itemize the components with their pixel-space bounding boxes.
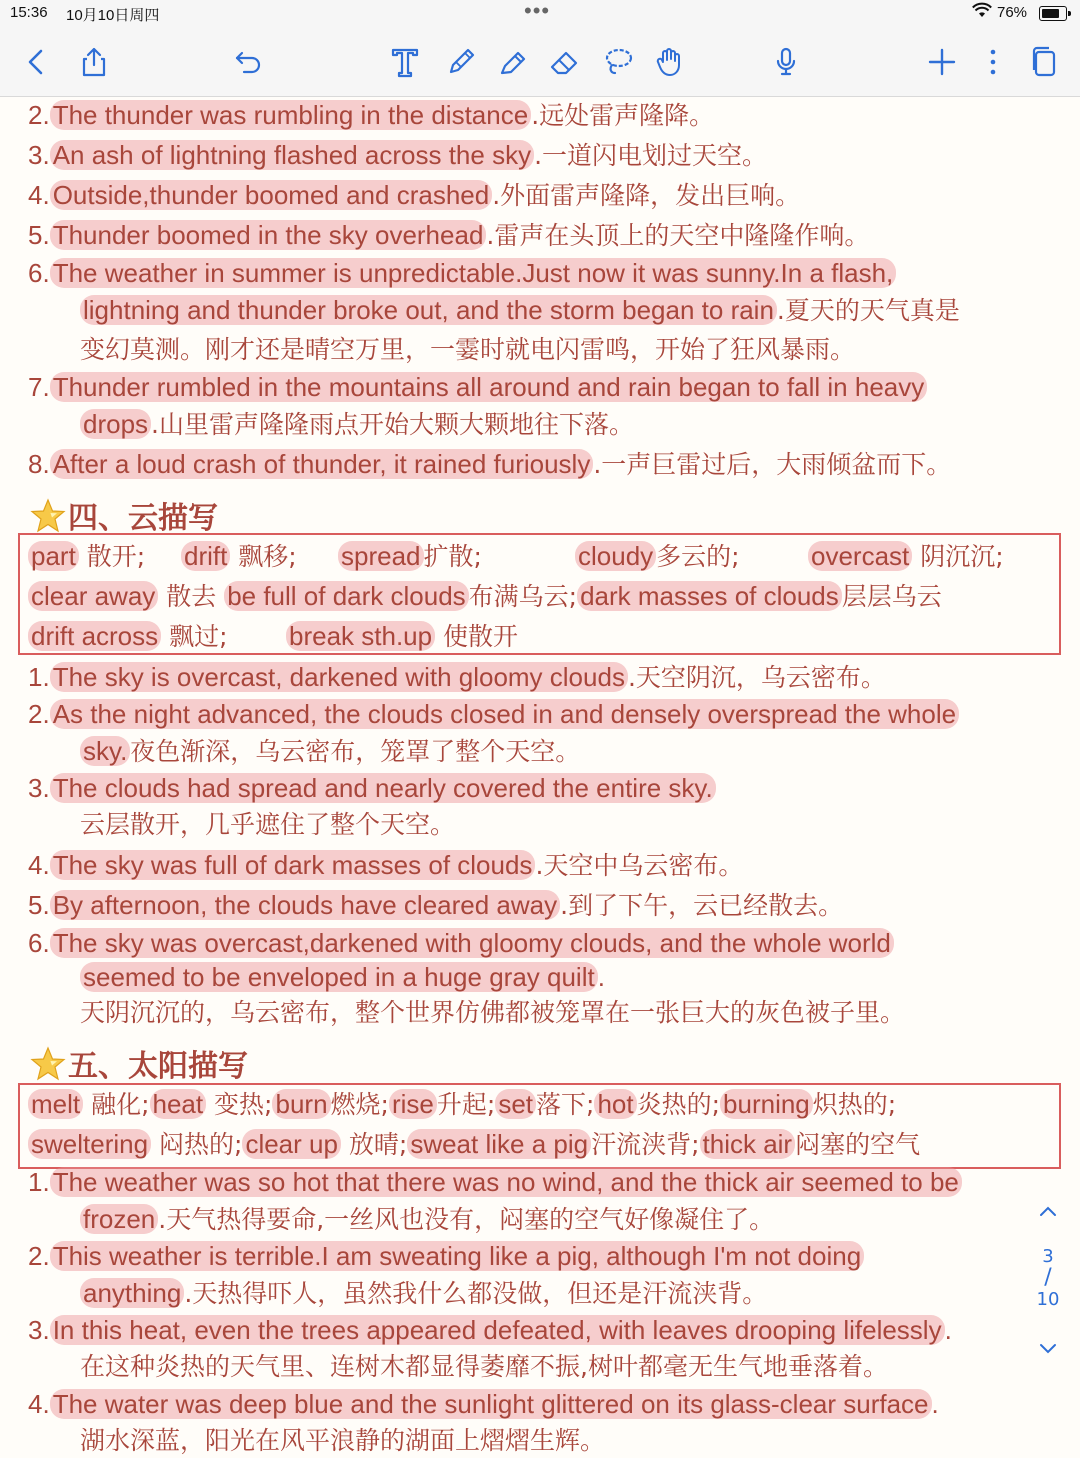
pen-icon[interactable] [441, 40, 481, 84]
highlighted-english: As the night advanced, the clouds closed in and densely overspread the whole [50, 699, 959, 729]
chinese-translation: .天气热得要命,一丝风也没有，闷塞的空气好像凝住了。 [158, 1205, 775, 1234]
sentence-number: 4. [28, 180, 50, 210]
vocab-term: dark masses of clouds [577, 581, 842, 611]
hand-icon[interactable] [650, 40, 690, 84]
document-page[interactable] [0, 97, 1080, 1455]
chinese-translation: .夏天的天气真是 [776, 296, 960, 325]
highlighted-english: The thunder was rumbling in the distance [50, 100, 532, 130]
sentence-line [28, 697, 959, 731]
highlighted-english: The clouds had spread and nearly covered the entire sky. [50, 773, 716, 803]
undo-icon[interactable] [229, 40, 269, 84]
chinese-translation: 变幻莫测。刚才还是晴空万里，一霎时就电闪雷鸣，开始了狂风暴雨。 [80, 335, 856, 364]
sentence-line [28, 256, 896, 290]
vocab-term: drift [181, 541, 230, 571]
sentence-line [80, 960, 605, 994]
sentence-number: 2. [28, 1241, 50, 1271]
vocab-term: hot [594, 1089, 636, 1119]
chinese-translation: 在这种炎热的天气里、连树木都显得萎靡不振,树叶都毫无生气地垂落着。 [80, 1352, 888, 1381]
vocab-meaning: 闷塞的空气 [795, 1130, 921, 1159]
highlighted-english: After a loud crash of thunder, it rained furiously [50, 449, 594, 479]
vocab-row [575, 539, 740, 574]
sentence-line [28, 138, 767, 173]
share-icon[interactable] [74, 40, 114, 84]
chinese-translation: 夜色渐深，乌云密布，笼罩了整个天空。 [130, 737, 581, 766]
sentence-line [80, 1276, 767, 1311]
sentence-line [28, 1239, 864, 1273]
section-title: 五、太阳描写 [68, 1049, 248, 1084]
highlighted-english: Thunder rumbled in the mountains all around and rain began to fall in heavy [50, 372, 928, 402]
chinese-translation: 云层散开，几乎遮住了整个天空。 [80, 810, 456, 839]
section-title: 四、云描写 [68, 501, 218, 536]
chinese-translation: .雷声在头顶上的天空中隆隆作响。 [486, 221, 870, 250]
toolbar [0, 28, 1080, 97]
highlighted-english: Thunder boomed in the sky overhead [50, 220, 487, 250]
page-down-icon[interactable] [1028, 1340, 1068, 1361]
chinese-translation: .天空阴沉，乌云密布。 [627, 663, 886, 692]
sentence-line [80, 293, 960, 328]
vocab-row [808, 539, 1004, 574]
vocab-term: heat [150, 1089, 207, 1119]
sentence-number: 5. [28, 220, 50, 250]
vocab-meaning: 升起; [436, 1090, 496, 1119]
chinese-translation: .外面雷声隆降，发出巨响。 [492, 181, 801, 210]
sentence-line [28, 848, 743, 883]
sentence-number: 4. [28, 850, 50, 880]
highlighted-english: seemed to be enveloped in a huge gray quilt [80, 962, 598, 992]
sentence-line [28, 1387, 939, 1421]
punctuation: . [944, 1315, 952, 1345]
sentence-line [28, 771, 716, 805]
vocab-row [28, 579, 942, 614]
status-time: 15:36 [10, 4, 48, 21]
sentence-number: 5. [28, 890, 50, 920]
highlighted-english: The sky was full of dark masses of clouds [50, 850, 536, 880]
highlighted-english: An ash of lightning flashed across the sky [50, 140, 534, 170]
chinese-translation: .远处雷声隆降。 [531, 101, 715, 130]
chinese-translation: 湖水深蓝，阳光在风平浪静的湖面上熠熠生辉。 [80, 1426, 606, 1455]
highlighted-english: anything [80, 1278, 184, 1308]
vocab-meaning: 炎热的; [636, 1090, 721, 1119]
sentence-number: 6. [28, 258, 50, 288]
highlighted-english: drops [80, 409, 151, 439]
vocab-term: sweltering [28, 1129, 151, 1159]
vocab-term: thick air [700, 1129, 796, 1159]
sentence-line [28, 1165, 962, 1199]
vocab-term: rise [389, 1089, 437, 1119]
vocab-term: drift across [28, 621, 161, 651]
more-icon[interactable] [973, 40, 1013, 84]
highlighted-english: The sky is overcast, darkened with gloomy clouds [50, 662, 628, 692]
battery-percent: 76% [997, 4, 1028, 21]
highlighted-english: The weather was so hot that there was no wind, and the thick air seemed to be [50, 1167, 962, 1197]
vocab-meaning: 放晴; [340, 1130, 408, 1159]
sentence-line [28, 926, 894, 960]
vocab-row [338, 539, 482, 574]
back-icon[interactable] [16, 40, 56, 84]
vocab-meaning: 扩散; [423, 542, 482, 571]
status-date: 10月10日周四 [66, 7, 160, 24]
vocab-meaning: 融化; [83, 1090, 150, 1119]
vocab-meaning: 落下; [536, 1090, 595, 1119]
vocab-term: sweat like a pig [407, 1129, 591, 1159]
vocab-term: set [495, 1089, 536, 1119]
sentence-number: 2. [28, 699, 50, 729]
total-pages: 10 [1036, 1289, 1060, 1310]
chinese-translation: .一道闪电划过天空。 [534, 141, 768, 170]
pages-icon[interactable] [1024, 40, 1064, 84]
sentence-number: 7. [28, 372, 50, 402]
vocab-meaning: 变热; [206, 1090, 273, 1119]
chinese-translation: .天热得吓人，虽然我什么都没做，但还是汗流浃背。 [184, 1279, 768, 1308]
vocab-row [181, 539, 297, 574]
sentence-line [80, 734, 580, 769]
vocab-meaning: 燃烧; [330, 1090, 389, 1119]
vocab-meaning: 汗流浃背; [591, 1130, 700, 1159]
sentence-number: 4. [28, 1389, 50, 1419]
star-icon [30, 498, 66, 534]
vocab-row [28, 1127, 920, 1162]
vocab-meaning: 多云的; [656, 542, 740, 571]
sentence-number: 3. [28, 1315, 50, 1345]
chinese-translation: .天空中乌云密布。 [535, 851, 744, 880]
highlighted-english: Outside,thunder boomed and crashed [50, 180, 493, 210]
vocab-term: break sth.up [286, 621, 435, 651]
vocab-meaning: 散去 [158, 582, 225, 611]
highlighted-english: sky. [80, 736, 130, 766]
highlighted-english: By afternoon, the clouds have cleared away [50, 890, 560, 920]
sentence-line [28, 98, 714, 133]
sentence-line [28, 1313, 952, 1347]
star-icon [30, 1046, 66, 1082]
vocab-meaning: 散开; [78, 542, 146, 571]
page-indicator[interactable] [1028, 1246, 1068, 1310]
vocab-term: overcast [808, 541, 912, 571]
sentence-line [28, 370, 927, 404]
vocab-meaning: 炽热的; [812, 1090, 897, 1119]
sentence-number: 1. [28, 662, 50, 692]
sentence-number: 3. [28, 773, 50, 803]
vocab-row [286, 619, 518, 654]
vocab-row [28, 619, 228, 654]
vocab-meaning: 闷热的; [151, 1130, 243, 1159]
current-page: 3 [1042, 1246, 1054, 1267]
vocab-term: spread [338, 541, 424, 571]
vocab-term: clear away [28, 581, 158, 611]
multitask-dots-icon[interactable]: ••• [524, 0, 551, 23]
sentence-line [28, 218, 869, 253]
section-heading-clouds [30, 493, 218, 537]
sentence-line [28, 888, 843, 923]
sentence-line [80, 1202, 774, 1237]
vocab-meaning: 层层乌云 [841, 582, 942, 611]
highlighted-english: The sky was overcast,darkened with gloomy clouds, and the whole world [50, 928, 894, 958]
chinese-translation: 天阴沉沉的，乌云密布，整个世界仿佛都被笼罩在一张巨大的灰色被子里。 [80, 998, 906, 1027]
highlighted-english: The water was deep blue and the sunlight glittered on its glass-clear surface [50, 1389, 932, 1419]
highlighted-english: In this heat, even the trees appeared defeated, with leaves drooping lifelessly [50, 1315, 945, 1345]
vocab-row [28, 1087, 896, 1122]
highlighter-icon[interactable] [493, 40, 533, 84]
vocab-meaning: 布满乌云; [468, 582, 578, 611]
sentence-line [28, 447, 951, 482]
wifi-icon [972, 3, 992, 23]
vocab-term: cloudy [575, 541, 656, 571]
sentence-number: 2. [28, 100, 50, 130]
page-up-icon[interactable] [1028, 1202, 1068, 1223]
highlighted-english: The weather in summer is unpredictable.Just now it was sunny.In a flash, [50, 258, 897, 288]
status-bar [0, 0, 1080, 28]
vocab-term: melt [28, 1089, 83, 1119]
chinese-translation: .到了下午，云已经散去。 [560, 891, 844, 920]
sentence-line [28, 178, 800, 213]
punctuation: . [931, 1389, 939, 1419]
sentence-number: 8. [28, 449, 50, 479]
eraser-icon[interactable] [545, 40, 585, 84]
add-icon[interactable] [922, 40, 962, 84]
vocab-meaning: 飘过; [161, 622, 228, 651]
section-heading-sun [30, 1041, 248, 1085]
highlighted-english: lightning and thunder broke out, and the storm began to rain [80, 295, 777, 325]
sentence-number: 3. [28, 140, 50, 170]
battery-icon [1039, 6, 1067, 21]
sentence-number: 6. [28, 928, 50, 958]
chinese-translation: .山里雷声隆隆雨点开始大颗大颗地往下落。 [151, 410, 634, 439]
vocab-meaning: 阴沉沉; [912, 542, 1004, 571]
vocab-meaning: 飘移; [230, 542, 297, 571]
vocab-term: burning [720, 1089, 813, 1119]
microphone-icon[interactable] [766, 40, 806, 84]
vocab-row [28, 539, 145, 574]
vocab-term: part [28, 541, 79, 571]
vocab-term: be full of dark clouds [224, 581, 468, 611]
lasso-icon[interactable] [598, 40, 638, 84]
highlighted-english: frozen [80, 1204, 158, 1234]
vocab-term: clear up [242, 1129, 341, 1159]
punctuation: . [597, 962, 605, 992]
vocab-term: burn [272, 1089, 330, 1119]
chinese-translation: .一声巨雷过后，大雨倾盆而下。 [593, 450, 952, 479]
highlighted-english: This weather is terrible.I am sweating like a pig, although I'm not doing [50, 1241, 865, 1271]
vocab-meaning: 使散开 [435, 622, 519, 651]
sentence-number: 1. [28, 1167, 50, 1197]
sentence-line [28, 660, 886, 695]
sentence-line [80, 407, 634, 442]
text-tool-icon[interactable] [385, 40, 425, 84]
page-separator: / [1044, 1265, 1052, 1290]
